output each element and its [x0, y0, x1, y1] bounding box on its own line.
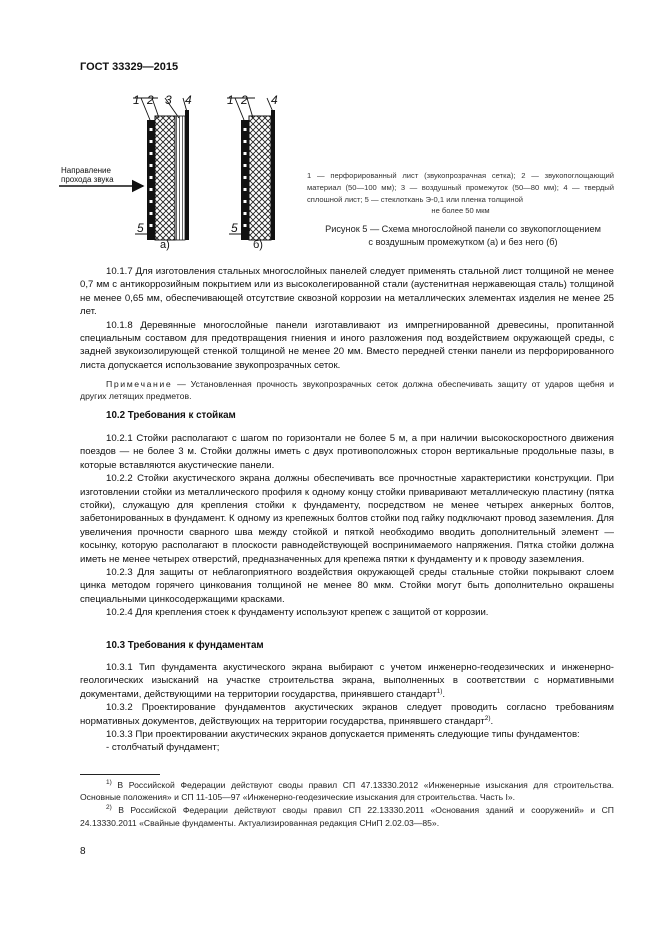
caption-line1: Рисунок 5 — Схема многослойной панели со звукопоглощением [325, 224, 601, 234]
figure-legend [307, 170, 614, 217]
paragraph-10-3-3: 10.3.3 При проектировании акустических экранов допускается применять следующие типы фундаментов: [106, 729, 580, 741]
panel-b [227, 98, 275, 240]
label-a-3: 3 [165, 93, 172, 107]
legend-text: 1 — перфорированный лист (звукопрозрачная сетка); 2 — звукопоглощающий материал (50—100 мм); 3 — воздушный промежуток (50—80 мм); 4 — твердый сплошной лист; 5 — стеклоткань Э-0,1 или пленка толщиной [307, 171, 614, 204]
panel-diagram [55, 88, 315, 256]
arrow-label-line2: прохода звука [61, 175, 114, 184]
subfig-label-b: б) [253, 239, 263, 251]
section-10-3 [80, 661, 614, 755]
label-b-1: 1 [227, 93, 234, 107]
legend-text-end: не более 50 мкм [431, 206, 490, 216]
label-b-4: 4 [271, 93, 278, 107]
subfig-label-a: а) [160, 239, 170, 251]
figure-caption [312, 223, 614, 249]
paragraph-10-3-2: 10.3.2 Проектирование фундаментов акустических экранов следует проводить согласно требованиям нормативных документов, действующих на территории государства, принявшего стандарт$^{2)}$. [80, 702, 614, 727]
footnote-1: $^{1)}$ В Российской Федерации действуют своды правил СП 47.13330.2012 «Инженерные изыскания для строительства. Основные положения» и СП 11-105—97 «Инженерно-геодезические изыскания для строительства. Часть I». [80, 779, 614, 803]
footnotes [80, 779, 614, 829]
paragraph-10-2-3: 10.2.3 Для защиты от неблагоприятного воздействия окружающей среды стальные стойки покрывают слоем цинка методом горячего цинкования толщиной не менее 80 мкм. Стойки могут быть дополнительно окрашены специальными цинкосодержащими красками. [80, 567, 614, 605]
list-item: - столбчатый фундамент; [106, 742, 220, 754]
footnote-ref-1[interactable]: 1) [436, 687, 443, 695]
panel-a [133, 98, 189, 240]
section-10-2 [80, 432, 614, 620]
label-a-2: 2 [147, 93, 154, 107]
document-header: ГОСТ 33329—2015 [80, 61, 179, 73]
paragraph-10-1-8: 10.1.8 Деревянные многослойные панели изготавливают из импрегнированной древесины, пропитанной специальным составом для предотвращения гниения и иного разложения под воздействием окружающей среды, с задней звукоизолирующей стенкой толщиной не менее 20 мм. Вместо передней стенки панели из перфорированного листа допускается использование звукопрозрачных сеток. [80, 319, 614, 371]
paragraph-10-2-2: 10.2.2 Стойки акустического экрана должны обеспечивать все прочностные характеристики конструкции. При изготовлении стойки из металлического профиля к одному концу стойки приваривают металлическую пластину (пятка стойки), служащую для крепления стойки к фундаменту, посредством не менее четырех анкерных болтов, забетонированных в фундамент. К одному из крепежных болтов стойки под гайку подключают провод заземления. Для увеличения прочности сварного шва между стойкой и пяткой необходимо вводить дополнительный элемент — косынку, которую располагают в плоскости равнодействующей воспринимаемого напряжения. Пятка стойки должна иметь не менее четырех отверстий, предназначенных для крепежа пятки к фундаменту и к проводу заземления. [80, 473, 614, 565]
paragraph-10-3-1: 10.3.1 Тип фундамента акустического экрана выбирают с учетом инженерно-геодезических и инженерно-геологических изысканий на участке строительства экрана, выполненных в соответствии с нормативными документами, действующими на территории государства, принявшего стандарт$^{1)}$. [80, 662, 614, 700]
footnote-2: $^{2)}$ В Российской Федерации действуют своды правил СП 22.13330.2011 «Основания зданий и сооружений» и СП 24.13330.2011 «Свайные фундаменты. Актуализированная редакция СНиП 2.02.03—85». [80, 804, 614, 828]
heading-10-2: 10.2 Требования к стойкам [106, 410, 236, 421]
label-a-5: 5 [137, 221, 144, 235]
caption-line2: с воздушным промежутком (а) и без него (б) [368, 237, 558, 247]
label-b-2: 2 [241, 93, 248, 107]
arrow-label-line1: Направление [61, 166, 111, 175]
label-a-1: 1 [133, 93, 140, 107]
footnote-divider [80, 774, 160, 775]
section-10-1-7 [80, 265, 614, 372]
note-label: Примечание [106, 379, 173, 389]
paragraph-10-1-7: 10.1.7 Для изготовления стальных многослойных панелей следует применять стальной лист толщиной не менее 0,7 мм с антикоррозийным покрытием или из высоколегированной стали (аустенитная нержавеющая сталь) толщиной не менее 0,65 мм, обеспечивающей отсутствие сквозной коррозии на металлических элементах изделия не менее 25 лет. [80, 266, 614, 318]
note [80, 378, 614, 403]
note-text: — Установленная прочность звукопрозрачных сеток должна обеспечивать защиту от ударов щебня и других летящих предметов. [80, 379, 614, 402]
page-number: 8 [80, 846, 86, 857]
label-a-4: 4 [185, 93, 192, 107]
paragraph-10-2-1: 10.2.1 Стойки располагают с шагом по горизонтали не более 5 м, а при наличии высокоскоростного движения поездов — не более 3 м. Стойки должны иметь с двух противоположных сторон вертикальные продольные пазы, в которые вставляются акустические панели. [80, 433, 614, 471]
label-b-5: 5 [231, 221, 238, 235]
paragraph-10-2-4: 10.2.4 Для крепления стоек к фундаменту используют крепеж с защитой от коррозии. [106, 607, 489, 619]
heading-10-3: 10.3 Требования к фундаментам [106, 640, 264, 651]
footnote-ref-2[interactable]: 2) [484, 714, 491, 722]
